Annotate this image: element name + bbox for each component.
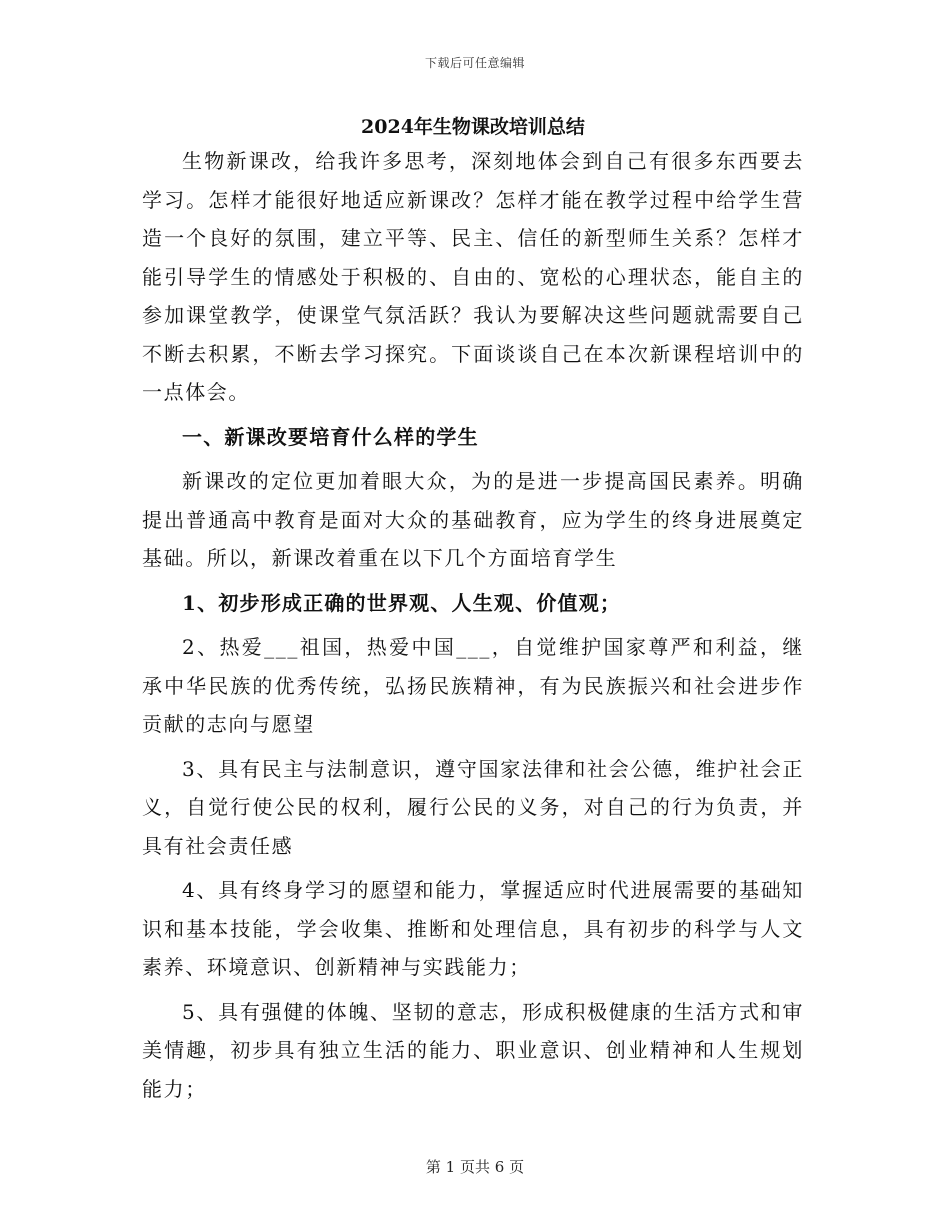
list-item-1: 1、初步形成正确的世界观、人生观、价值观； — [182, 590, 622, 615]
header-note: 下载后可任意编辑 — [424, 56, 525, 70]
page-indicator: 第 1 页共 6 页 — [425, 1158, 525, 1176]
section-heading-1: 一、新课改要培育什么样的学生 — [182, 424, 479, 449]
paragraph-section-1: 新课改的定位更加着眼大众，为的是进一步提高国民素养。明确提出普通高中教育是面对大众的基础教育，应为学生的终身进展奠定基础。所以，新课改着重在以下几个方面培育学生 — [142, 469, 804, 570]
list-item-2: 2、热爱___祖国，热爱中国___，自觉维护国家尊严和利益，继承中华民族的优秀传统，弘扬民族精神，有为民族振兴和社会进步作贡献的志向与愿望 — [142, 635, 804, 736]
list-item-5: 5、具有强健的体魄、坚韧的意志，形成积极健康的生活方式和审美情趣，初步具有独立生活的能力、职业意识、创业精神和人生规划能力； — [142, 999, 804, 1101]
list-item-4: 4、具有终身学习的愿望和能力，掌握适应时代进展需要的基础知识和基本技能，学会收集、推断和处理信息，具有初步的科学与人文素养、环境意识、创新精神与实践能力； — [142, 878, 804, 979]
document-title: 2024年生物课改培训总结 — [361, 116, 585, 138]
list-item-3: 3、具有民主与法制意识，遵守国家法律和社会公德，维护社会正义，自觉行使公民的权利，履行公民的义务，对自己的行为负责，并具有社会责任感 — [142, 756, 804, 858]
paragraph-intro: 生物新课改，给我许多思考，深刻地体会到自己有很多东西要去学习。怎样才能很好地适应新课改？怎样才能在教学过程中给学生营造一个良好的氛围，建立平等、民主、信任的新型师生关系？怎样才能引导学生的情感处于积极的、自由的、宽松的心理状态，能自主的参加课堂教学，使课堂气氛活跃？我认为要解决这些问题就需要自己不断去积累，不断去学习探究。下面谈谈自己在本次新课程培训中的一点体会。 — [142, 149, 804, 404]
document-body — [142, 112, 804, 1108]
